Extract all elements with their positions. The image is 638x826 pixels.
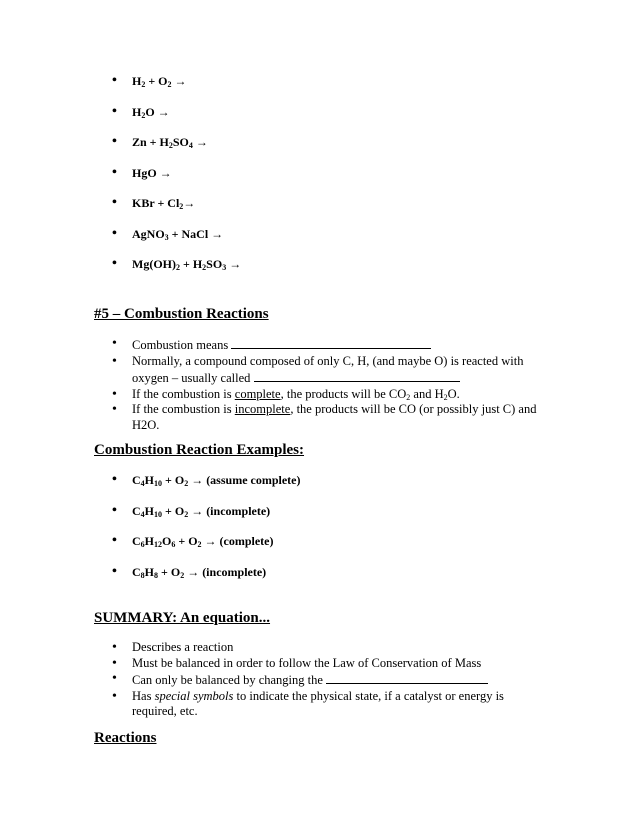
subscript: 3 bbox=[222, 263, 227, 272]
incomplete-text-b: , the products will be CO (or possibly just C) and H2O. bbox=[132, 402, 537, 432]
subscript: 6 bbox=[140, 540, 145, 549]
example-item bbox=[0, 472, 638, 488]
list-item bbox=[0, 689, 638, 720]
list-item bbox=[0, 354, 638, 387]
example-item bbox=[0, 503, 638, 519]
subscript: 2 bbox=[184, 509, 189, 519]
symbols-text-b: to indicate the physical state, if a catalyst or energy is required, etc. bbox=[132, 688, 504, 718]
subscript: 2 bbox=[168, 141, 173, 150]
normally-text: Normally, a compound composed of only C, H, (and maybe O) is reacted with oxygen – usually called bbox=[132, 353, 524, 385]
equation-text: Mg(OH) bbox=[132, 257, 176, 271]
equation-text: → (complete) bbox=[201, 534, 274, 548]
equation-text: → bbox=[226, 257, 242, 271]
equation-text: C bbox=[132, 473, 141, 487]
summary-list bbox=[0, 640, 638, 720]
examples-list bbox=[0, 472, 638, 580]
equation-text: + NaCl → bbox=[168, 226, 224, 241]
subscript: 6 bbox=[171, 540, 176, 549]
equation-text: + O bbox=[162, 473, 185, 487]
reaction-item bbox=[0, 165, 638, 181]
reaction-list-top bbox=[0, 73, 638, 287]
symbols-text-a: Has bbox=[132, 688, 155, 703]
fill-in-blank bbox=[254, 369, 460, 382]
equation-text: O → bbox=[145, 104, 170, 119]
summary-item-text: Can only be balanced by changing the bbox=[132, 673, 323, 687]
equation-text: H bbox=[144, 534, 155, 548]
subscript: 10 bbox=[154, 509, 163, 519]
list-item bbox=[0, 671, 638, 689]
combustion-means-text: Combustion means bbox=[132, 338, 229, 352]
equation-text: H bbox=[144, 564, 155, 579]
example-item bbox=[0, 564, 638, 580]
subscript: 2 bbox=[406, 392, 411, 402]
equation-text: O bbox=[162, 534, 172, 548]
equation-text: HgO → bbox=[132, 165, 172, 180]
list-item bbox=[0, 402, 638, 433]
equation-list bbox=[0, 73, 638, 272]
equation-text: C bbox=[132, 503, 141, 518]
reaction-item bbox=[0, 226, 638, 242]
subscript: 2 bbox=[443, 392, 448, 402]
equation-text: AgNO bbox=[132, 226, 165, 241]
equation-text: SO bbox=[206, 257, 223, 271]
equation-text: H bbox=[144, 473, 155, 487]
equation-text: H bbox=[132, 104, 142, 119]
subscript: 4 bbox=[188, 141, 193, 150]
equation-text: + O bbox=[158, 564, 181, 579]
subscript: 10 bbox=[154, 479, 163, 488]
subscript: 2 bbox=[141, 80, 146, 89]
subscript: 2 bbox=[167, 80, 172, 89]
equation-text: → (incomplete) bbox=[184, 564, 267, 579]
subscript: 2 bbox=[141, 110, 146, 120]
subscript: 4 bbox=[140, 509, 145, 519]
reaction-item bbox=[0, 195, 638, 211]
examples-heading: Combustion Reaction Examples: bbox=[94, 442, 305, 458]
equation-text: + O bbox=[175, 534, 198, 548]
equation-text: KBr + Cl bbox=[132, 196, 180, 210]
reaction-item bbox=[0, 134, 638, 150]
fill-in-blank bbox=[326, 671, 488, 684]
subscript: 8 bbox=[140, 570, 145, 580]
subscript: 2 bbox=[202, 263, 207, 272]
reaction-item bbox=[0, 256, 638, 272]
reaction-item bbox=[0, 73, 638, 89]
combustion-list-block bbox=[0, 336, 638, 433]
reactions-heading: Reactions bbox=[94, 730, 157, 746]
complete-underlined: complete bbox=[234, 386, 281, 401]
subscript: 2 bbox=[179, 202, 184, 211]
summary-list-block bbox=[0, 640, 638, 720]
equation-text: C bbox=[132, 534, 141, 548]
incomplete-text-a: If the combustion is bbox=[132, 402, 235, 416]
subscript: 4 bbox=[140, 479, 145, 488]
complete-text-c: and H bbox=[410, 386, 444, 401]
equation-text: SO bbox=[172, 135, 189, 149]
equation-text: + O bbox=[162, 503, 185, 518]
equation-text: H bbox=[132, 74, 142, 88]
example-item bbox=[0, 533, 638, 549]
list-item bbox=[0, 656, 638, 672]
list-item bbox=[0, 336, 638, 354]
equation-text: → bbox=[183, 196, 196, 210]
equation-text: Zn + H bbox=[132, 135, 169, 149]
subscript: 8 bbox=[154, 570, 159, 580]
reaction-item bbox=[0, 104, 638, 120]
subscript: 2 bbox=[184, 479, 189, 488]
examples-list-block bbox=[0, 472, 638, 594]
subscript: 2 bbox=[176, 263, 180, 272]
summary-item-text: Must be balanced in order to follow the Law of Conservation of Mass bbox=[132, 655, 482, 670]
equation-text: + H bbox=[180, 257, 203, 271]
incomplete-underlined: incomplete bbox=[234, 402, 291, 416]
equation-text: → (assume complete) bbox=[188, 473, 301, 487]
subscript: 2 bbox=[180, 570, 185, 580]
combustion-list bbox=[0, 336, 638, 433]
subscript: 3 bbox=[164, 232, 169, 242]
list-item bbox=[0, 387, 638, 403]
complete-text-a: If the combustion is bbox=[132, 386, 235, 401]
summary-item-text: Describes a reaction bbox=[132, 640, 234, 654]
symbols-italic: special symbols bbox=[154, 688, 234, 703]
equation-text: → (incomplete) bbox=[188, 503, 271, 518]
equation-text: → bbox=[171, 74, 187, 88]
equation-text: → bbox=[192, 135, 208, 149]
complete-text-b: , the products will be CO bbox=[280, 386, 407, 401]
subscript: 2 bbox=[197, 540, 202, 549]
fill-in-blank bbox=[231, 336, 431, 349]
complete-text-d: O. bbox=[447, 386, 460, 401]
equation-text: C bbox=[132, 564, 141, 579]
equation-text: + O bbox=[145, 74, 168, 88]
combustion-heading: #5 – Combustion Reactions bbox=[94, 306, 269, 322]
equation-text: H bbox=[144, 503, 155, 518]
subscript: 12 bbox=[154, 540, 163, 549]
summary-heading: SUMMARY: An equation... bbox=[94, 610, 271, 626]
list-item bbox=[0, 640, 638, 656]
